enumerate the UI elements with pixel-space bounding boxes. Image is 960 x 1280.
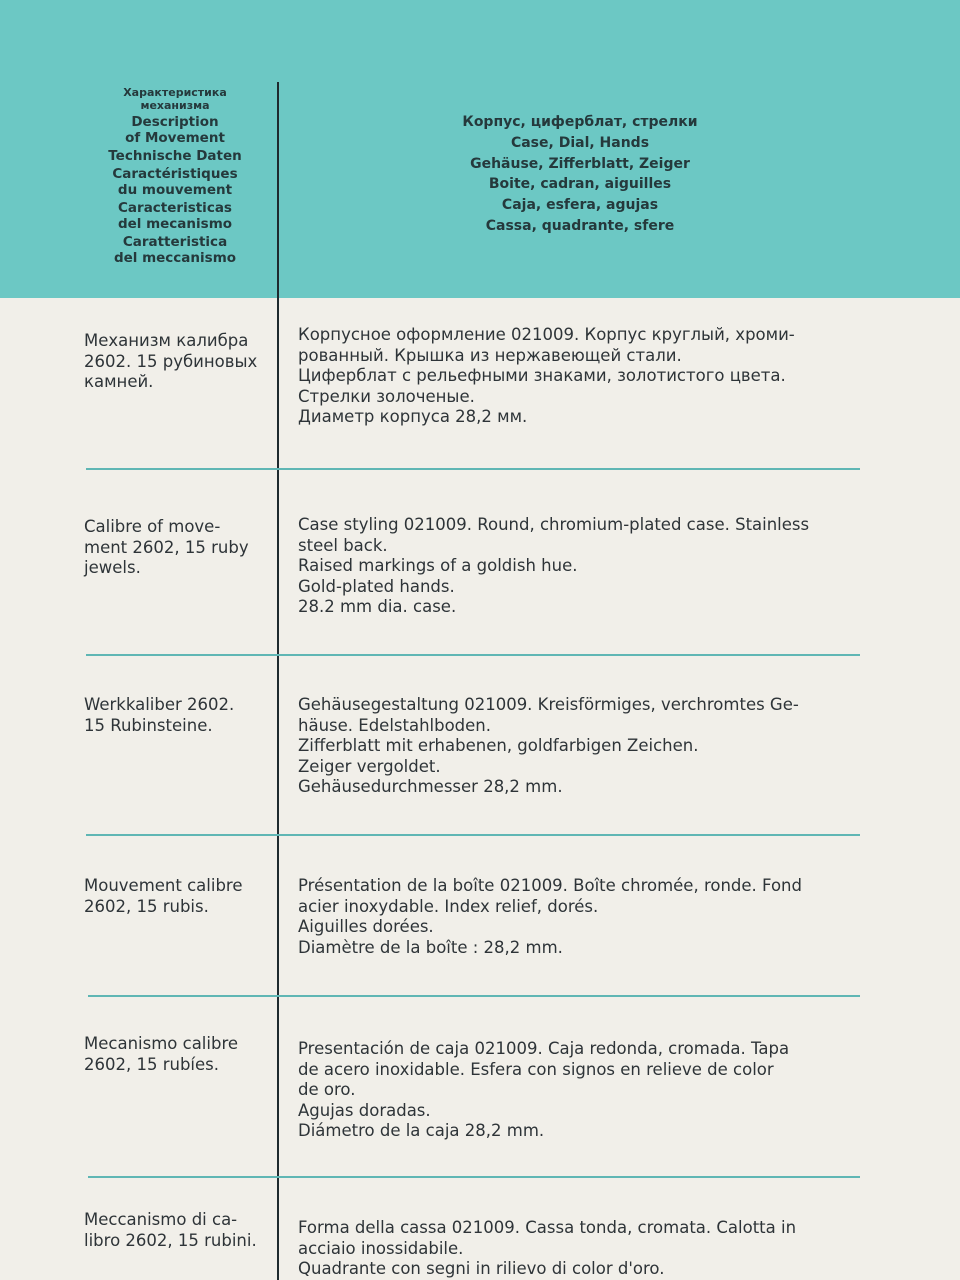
- heading-line: Case, Dial, Hands: [510, 134, 650, 151]
- text-line: Механизм калибра: [84, 331, 249, 350]
- movement-cell: [84, 331, 274, 393]
- heading-group-ru: [70, 86, 280, 112]
- text-line: Forma della cassa 021009. Cassa tonda, cromata. Calotta in: [298, 1218, 797, 1237]
- heading-line: del meccanismo: [113, 250, 237, 266]
- text-line: 2602. 15 рубиновых: [84, 351, 258, 371]
- heading-line: Caractéristiques: [112, 166, 238, 182]
- text-line: 28.2 mm dia. case.: [298, 597, 457, 616]
- text-line: Циферблат с рельефными знаками, золотистого цвета.: [298, 366, 786, 385]
- movement-cell: [84, 517, 274, 579]
- heading-group-de: [70, 148, 280, 164]
- heading-line: del mecanismo: [117, 216, 233, 232]
- text-line: Diamètre de la boîte : 28,2 mm.: [298, 937, 563, 957]
- text-line: ment 2602, 15 ruby: [84, 537, 249, 557]
- heading-line: Boite, cadran, aiguilles: [488, 176, 672, 193]
- heading-line: of Movement: [125, 130, 225, 146]
- text-line: häuse. Edelstahlboden.: [298, 715, 492, 735]
- heading-group-es: [70, 200, 280, 232]
- case-cell: [298, 325, 863, 428]
- text-line: Корпусное оформление 021009. Корпус круглый, хроми-: [298, 325, 795, 344]
- heading-line: Cassa, quadrante, sfere: [485, 217, 675, 234]
- text-line: acier inoxydable. Index relief, dorés.: [298, 896, 599, 916]
- row-separator: [86, 468, 860, 470]
- text-line: acciaio inossidabile.: [298, 1238, 464, 1258]
- heading-line: механизма: [140, 99, 210, 112]
- movement-cell: [84, 695, 274, 736]
- case-cell: [298, 1039, 863, 1142]
- case-cell: [298, 1218, 863, 1280]
- heading-group-it: [70, 234, 280, 266]
- row-separator: [88, 995, 860, 997]
- text-line: Стрелки золоченые.: [298, 386, 475, 406]
- text-line: Agujas doradas.: [298, 1100, 431, 1120]
- case-cell: [298, 695, 863, 798]
- text-line: Diámetro de la caja 28,2 mm.: [298, 1121, 545, 1140]
- text-line: 2602, 15 rubíes.: [84, 1054, 220, 1074]
- movement-cell: [84, 876, 274, 917]
- text-line: Gold-plated hands.: [298, 576, 455, 596]
- movement-column-heading: [70, 86, 280, 268]
- text-line: Raised markings of a goldish hue.: [298, 556, 578, 575]
- text-line: 15 Rubinsteine.: [84, 715, 213, 735]
- text-line: 2602, 15 rubis.: [84, 896, 209, 916]
- heading-line: Caracteristicas: [118, 200, 232, 216]
- heading-line: Caja, esfera, agujas: [501, 197, 659, 214]
- text-line: Mouvement calibre: [84, 876, 243, 895]
- text-line: Aiguilles dorées.: [298, 917, 434, 936]
- heading-group-en: [70, 114, 280, 146]
- text-line: рованный. Крышка из нержавеющей стали.: [298, 345, 682, 365]
- text-line: Werkkaliber 2602.: [84, 695, 235, 714]
- movement-cell: [84, 1210, 274, 1251]
- text-line: Calibre of move-: [84, 517, 221, 536]
- heading-line: Caratteristica: [122, 234, 228, 250]
- text-line: de acero inoxidable. Esfera con signos en relieve de color: [298, 1059, 774, 1079]
- movement-cell: [84, 1034, 274, 1075]
- heading-line: Gehäuse, Zifferblatt, Zeiger: [470, 155, 690, 172]
- text-line: steel back.: [298, 535, 388, 555]
- text-line: Présentation de la boîte 021009. Boîte chromée, ronde. Fond: [298, 876, 802, 895]
- text-line: Zifferblatt mit erhabenen, goldfarbigen Zeichen.: [298, 736, 699, 755]
- heading-line: Характеристика: [123, 86, 227, 99]
- row-separator: [86, 654, 860, 656]
- row-separator: [88, 1176, 860, 1178]
- text-line: Presentación de caja 021009. Caja redonda, cromada. Tapa: [298, 1039, 790, 1058]
- text-line: Gehäusegestaltung 021009. Kreisförmiges, verchromtes Ge-: [298, 695, 799, 714]
- heading-line: du mouvement: [117, 182, 233, 198]
- case-cell: [298, 515, 863, 618]
- heading-line: Technische Daten: [108, 148, 242, 164]
- text-line: de oro.: [298, 1080, 356, 1099]
- text-line: libro 2602, 15 rubini.: [84, 1230, 257, 1250]
- text-line: jewels.: [84, 558, 141, 577]
- text-line: Диаметр корпуса 28,2 мм.: [298, 407, 528, 426]
- text-line: Mecanismo calibre: [84, 1034, 239, 1053]
- case-cell: [298, 876, 863, 958]
- text-line: камней.: [84, 372, 154, 391]
- case-column-heading: [440, 112, 720, 237]
- text-line: Gehäusedurchmesser 28,2 mm.: [298, 777, 563, 796]
- heading-group-fr: [70, 166, 280, 198]
- text-line: Quadrante con segni in rilievo di color d'oro.: [298, 1259, 665, 1278]
- heading-line: Description: [131, 114, 219, 130]
- row-separator: [86, 834, 860, 836]
- text-line: Case styling 021009. Round, chromium-plated case. Stainless: [298, 515, 810, 534]
- heading-line: Корпус, циферблат, стрелки: [462, 114, 698, 130]
- text-line: Zeiger vergoldet.: [298, 756, 441, 776]
- text-line: Meccanismo di ca-: [84, 1210, 238, 1229]
